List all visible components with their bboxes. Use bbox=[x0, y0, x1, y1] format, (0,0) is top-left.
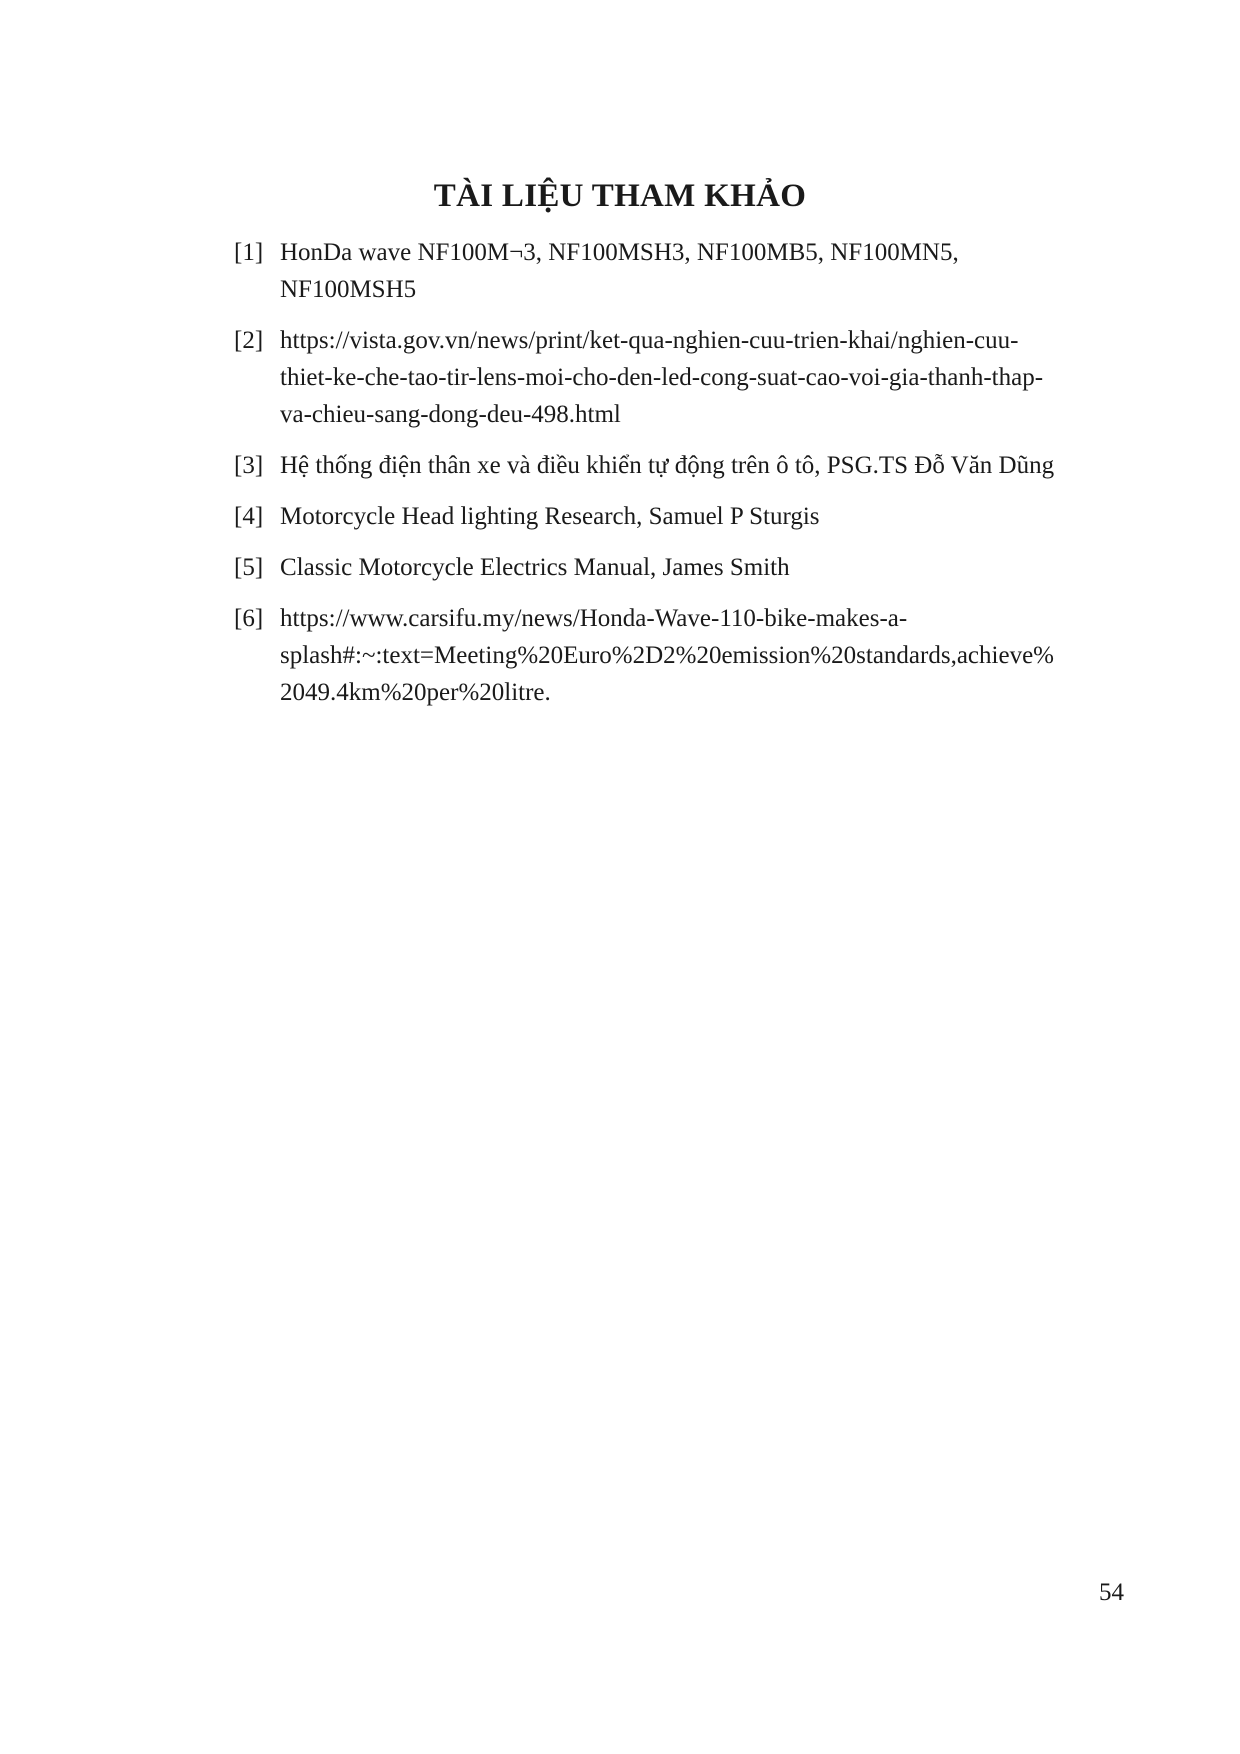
reference-text bbox=[280, 447, 1134, 484]
reference-item-1 bbox=[234, 234, 1134, 308]
reference-number: [3] bbox=[234, 452, 264, 479]
reference-line: thiet-ke-che-tao-tir-lens-moi-cho-den-led-cong-suat-cao-voi-gia-thanh-thap- bbox=[280, 364, 1044, 391]
reference-item-2 bbox=[234, 322, 1134, 433]
reference-item-4 bbox=[234, 498, 1134, 535]
reference-line: https://vista.gov.vn/news/print/ket-qua-nghien-cuu-trien-khai/nghien-cuu- bbox=[280, 327, 1019, 354]
reference-number: [4] bbox=[234, 503, 264, 530]
reference-item-6 bbox=[234, 600, 1134, 711]
reference-number: [5] bbox=[234, 554, 264, 581]
reference-line: va-chieu-sang-dong-deu-498.html bbox=[280, 401, 621, 428]
reference-item-5 bbox=[234, 549, 1134, 586]
reference-text bbox=[280, 600, 1134, 711]
reference-line: 2049.4km%20per%20litre. bbox=[280, 679, 551, 706]
reference-number: [2] bbox=[234, 327, 264, 354]
reference-text bbox=[280, 234, 1134, 308]
reference-number: [1] bbox=[234, 239, 264, 266]
reference-line: https://www.carsifu.my/news/Honda-Wave-110-bike-makes-a- bbox=[280, 605, 908, 632]
reference-line: splash#:~:text=Meeting%20Euro%2D2%20emission%20standards,achieve% bbox=[280, 642, 1054, 669]
reference-text bbox=[280, 322, 1134, 433]
reference-line: HonDa wave NF100M¬3, NF100MSH3, NF100MB5, NF100MN5, bbox=[280, 239, 959, 266]
reference-number: [6] bbox=[234, 605, 264, 632]
reference-line: Classic Motorcycle Electrics Manual, James Smith bbox=[280, 554, 790, 581]
reference-line: NF100MSH5 bbox=[280, 276, 417, 303]
page-title: TÀI LIỆU THAM KHẢO bbox=[433, 178, 807, 214]
reference-line: Hệ thống điện thân xe và điều khiển tự động trên ô tô, PSG.TS Đỗ Văn Dũng bbox=[280, 452, 1055, 479]
reference-text bbox=[280, 549, 1134, 586]
page-number: 54 bbox=[1099, 1579, 1124, 1606]
reference-item-3 bbox=[234, 447, 1134, 484]
reference-text bbox=[280, 498, 1134, 535]
reference-list bbox=[234, 234, 1134, 725]
reference-line: Motorcycle Head lighting Research, Samuel P Sturgis bbox=[280, 503, 820, 530]
